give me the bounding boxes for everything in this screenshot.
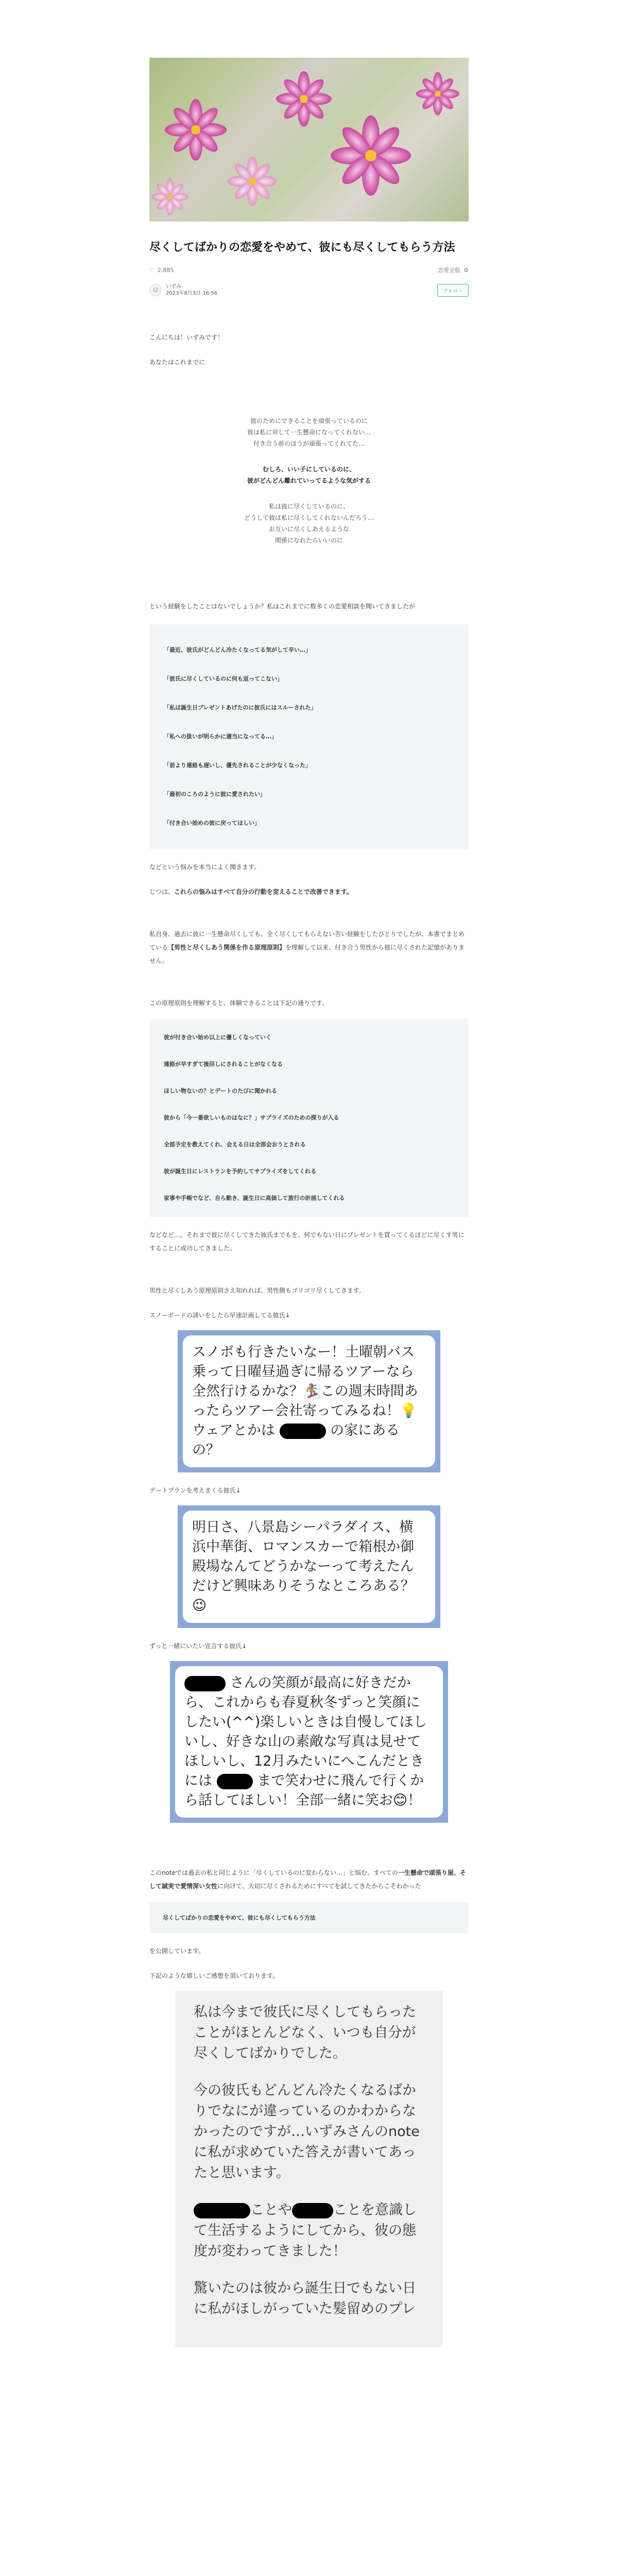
center-line: お互いに尽くしあえるような	[268, 526, 349, 533]
author-name: いずみ	[166, 284, 181, 290]
benefit-item: 彼が誕生日にレストランを予約してサプライズをしてくれる	[164, 1168, 317, 1175]
para-reviews: 下記のような嬉しいご感想を頂いております。	[149, 1972, 279, 1979]
quote-item: 「前より連絡も遅いし、優先されることが少なくなった」	[164, 762, 311, 769]
redaction-mark	[184, 1676, 226, 1691]
para-solution-prefix: じつは、	[149, 888, 175, 895]
redaction-mark	[292, 2203, 333, 2218]
quote-item: 「最初のころのように彼に愛されたい」	[164, 791, 266, 798]
chat-bubble: 明日さ、八景島シーパラダイス、横浜中華街、ロマンスカーで箱根か御殿場なんてどうかなーって考えたんだけど興味ありそうなところある？😉	[183, 1511, 435, 1623]
like-count[interactable]	[149, 267, 174, 274]
avatar: ☺	[149, 284, 162, 296]
article-title: 尽くしてばかりの恋愛をやめて、彼にも尽くしてもらう方法	[149, 241, 455, 254]
quote-item: 「彼氏に尽くしているのに何も返ってこない」	[164, 675, 283, 682]
redaction-mark	[280, 1423, 326, 1439]
intro-question: あなたはこれまでに	[149, 359, 205, 366]
center-lines-3	[149, 501, 469, 546]
benefit-item: ほしい物ないの？とデートのたびに聞かれる	[164, 1088, 277, 1094]
center-line: 私は彼に尽くしているのに、	[268, 503, 349, 510]
review-paragraph: 今の彼氏もどんどん冷たくなるばかりでなにが違っているのかわからなかったのですが…いずみさんのnoteに私が求めていた答えが書いてあったと思います。	[194, 2082, 420, 2181]
para-men: 男性と尽くしあう原理原則さえ知れれば、男性側もゴリゴリ尽くしてきます。	[149, 1287, 365, 1294]
quote-item: 「最近、彼氏がどんどん冷たくなってる気がして辛い…」	[164, 647, 311, 653]
center-line-bold: むしろ、いい子にしているのに、	[262, 466, 355, 473]
caption-snowboard: スノーボードの誘いをしたら早速計画してる彼氏↓	[149, 1312, 290, 1319]
para-principle: この原理原則を理解すると、体験できることは下記の通りです。	[149, 999, 329, 1007]
benefit-item: 彼が付き合い始め以上に優しくなっていく	[164, 1034, 271, 1041]
chat-text-tail: まで笑わせに飛んで行くから話してほしい！全部一緒に笑お😊！	[184, 1773, 424, 1808]
para-after-quotes: などという悩みを本当によく聞きます。	[149, 863, 261, 871]
title-box: 尽くしてばかりの恋愛をやめて、彼にも尽くしてもらう方法	[149, 1902, 469, 1933]
like-count-value: 2,885	[157, 266, 174, 274]
para-solution-bold: これらの悩みはすべて自分の行動を変えることで改善できます。	[174, 888, 353, 895]
center-lines-1	[149, 415, 469, 449]
review-text: ことを意識して生活するようにしてから、彼の態度が変わってきました！	[194, 2202, 417, 2259]
heart-icon: ♡	[149, 266, 154, 274]
para-experience: という経験をしたことはないでしょうか？私はこれまでに数多くの恋愛相談を聞いてきましたが	[149, 603, 416, 610]
benefit-item: 連絡が早すぎて後回しにされることがなくなる	[164, 1061, 283, 1067]
author[interactable]	[149, 283, 217, 297]
cosmos-flowers-illustration	[149, 58, 469, 222]
para-personal	[149, 927, 469, 968]
redaction-mark	[194, 2203, 250, 2218]
chat-screenshot-2	[178, 1505, 440, 1628]
intro-greeting: こんにちは！いずみです！	[149, 334, 224, 341]
settings-icon: ⚙	[464, 266, 469, 274]
center-line: 彼のためにできることを頑張っているのに	[250, 417, 368, 425]
chat-text: スノボも行きたいなー！土曜朝バス乗って日曜昼過ぎに帰るツアーなら全然行けるかな？🏂この週末時間あったらツアー会社寄ってみるね！💡ウェアとかは	[192, 1344, 418, 1438]
hero-image	[149, 58, 469, 222]
benefit-item: 彼から「今一番欲しいものはなに？」サプライズのための探りが入る	[164, 1114, 339, 1121]
center-line-bold: 彼がどんどん離れていってるような気がする	[247, 477, 371, 484]
caption-date-plan: デートプランを考えまくる彼氏↓	[149, 1487, 241, 1494]
para-solution	[149, 885, 469, 899]
category[interactable]	[438, 266, 469, 274]
para-note-text1: このnoteでは過去の私と同じように「尽くしているのに変わらない…」と悩む、すべての	[149, 1869, 398, 1876]
benefit-item: 家事や手帳でなど、自ら動き、誕生日に高価して旅行の計画してくれる	[164, 1195, 345, 1201]
quote-item: 「付き合い始めの彼に戻ってほしい」	[164, 820, 260, 826]
chat-bubble	[183, 1335, 435, 1467]
para-after-benefits: などなど…。それまで彼に尽くしてきた彼氏までもを、何でもない日にプレゼントを買ってくるほどに尽くす男にすることに成功してきました。	[149, 1231, 465, 1252]
para-note	[149, 1866, 469, 1893]
review-paragraph: 驚いたのは彼から誕生日でもない日に私がほしがっていた髪留めのプレ	[194, 2280, 416, 2317]
chat-bubble	[175, 1666, 443, 1818]
quote-box	[149, 624, 469, 849]
center-line: 付き合う前のほうが頑張ってくれてた…	[253, 440, 365, 447]
review-paragraph: 私は今まで彼氏に尽くしてもらったことがほとんどなく、いつも自分が尽くしてばかりでした。	[194, 2004, 416, 2061]
follow-button[interactable]: フォロー	[437, 284, 469, 297]
center-line: 関係になれたらいいのに	[274, 537, 343, 544]
center-line: 彼は私に対して一生懸命になってくれない…	[247, 429, 371, 436]
para-publish: を公開しています。	[149, 1947, 205, 1955]
caption-together: ずっと一緒にいたい宣言する彼氏↓	[149, 1642, 247, 1650]
author-row	[149, 283, 469, 297]
redaction-mark	[217, 1774, 253, 1789]
para-note-text2: に向けて、大切に尽くされるためにすべてを試してきたからこそわかった	[217, 1883, 421, 1890]
benefit-item: 全部予定を教えてくれ、会える日は全部会おうとされる	[164, 1141, 306, 1148]
chat-screenshot-3	[170, 1661, 448, 1823]
review-paragraph	[194, 2200, 424, 2262]
review-card	[175, 1991, 443, 2347]
review-text: ことや	[250, 2202, 292, 2218]
chat-text-tail: の家にあるの？	[192, 1422, 400, 1458]
center-lines-2	[149, 464, 469, 486]
para-personal-text2: を理解して以来、付き合う男性から彼に尽くされた記憶がありません。	[149, 944, 465, 964]
quote-item: 「私は誕生日プレゼントあげたのに彼氏にはスルーされた」	[164, 704, 317, 711]
post-date: 2023年8月3日 16:56	[166, 291, 218, 296]
meta-row	[149, 266, 469, 274]
intro	[149, 331, 469, 369]
chat-screenshot-1	[178, 1330, 440, 1472]
quote-item: 「私への扱いが明らかに適当になってる…」	[164, 733, 277, 740]
para-note-bold: 一生懸命で頑張り屋、そして誠実で愛情深い女性	[149, 1869, 466, 1890]
benefits-box	[149, 1019, 469, 1217]
chat-text: さんの笑顔が最高に好きだから、これからも春夏秋冬ずっと笑顔にしたい(^^)楽しいときは自慢してほしいし、好きな山の素敵な写真は見せてほしいし、12月みたいにへこんだときには	[184, 1675, 427, 1789]
article	[149, 0, 469, 2347]
para-personal-bold: 【男性と尽くしあう関係を作る原理原則】	[168, 944, 286, 951]
category-label: 恋愛全般	[438, 267, 461, 274]
center-line: どうして彼は私に尽くしてくれないんだろう…	[244, 514, 374, 521]
para-personal-text1: 私自身、過去に彼に一生懸命尽くしても、全く尽くしてもらえない苦い経験をしたひとりでしたが、本書でまとめている	[149, 930, 465, 951]
